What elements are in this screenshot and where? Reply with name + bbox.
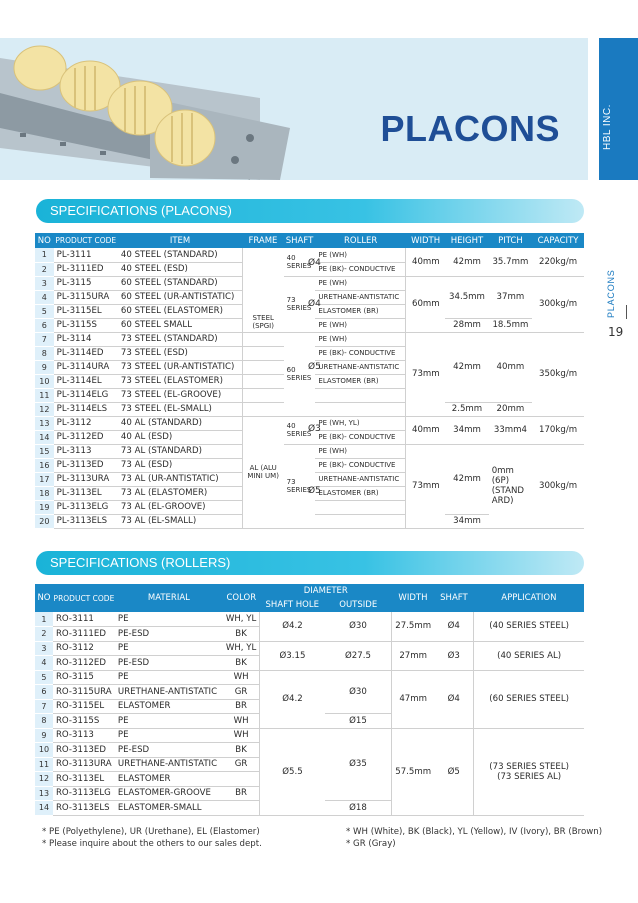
col-product-code: PRODUCT CODE xyxy=(54,233,118,248)
outside: Ø30 xyxy=(325,612,392,641)
item: 73 AL (ESD) xyxy=(118,458,242,472)
product-code: PL-3115EL xyxy=(54,304,118,318)
rollers-spec-table xyxy=(35,584,584,816)
color: GR xyxy=(223,757,260,772)
color: BK xyxy=(223,627,260,642)
item: 60 STEEL (UR-ANTISTATIC) xyxy=(118,290,242,304)
color: BK xyxy=(223,656,260,671)
shaft: Ø4 xyxy=(434,670,474,728)
note-materials: * PE (Polyethylene), UR (Urethane), EL (Elastomer) xyxy=(42,827,260,837)
table-row xyxy=(35,276,584,290)
pitch: 18.5mm xyxy=(489,318,532,332)
width: 27mm xyxy=(392,641,434,670)
row-no: 15 xyxy=(35,444,54,458)
row-no: 6 xyxy=(35,685,53,700)
product-code: PL-3114EL xyxy=(54,374,118,388)
item: 40 AL (ESD) xyxy=(118,430,242,444)
product-code: PL-3115 xyxy=(54,276,118,290)
material: ELASTOMER xyxy=(115,772,223,787)
product-code: RO-3113ELS xyxy=(53,801,115,816)
frame-steel xyxy=(242,248,283,332)
material: ELASTOMER-SMALL xyxy=(115,801,223,816)
section-side-label: PLACONS xyxy=(606,269,616,318)
outside: Ø18 xyxy=(325,801,392,816)
row-no: 11 xyxy=(35,388,54,402)
shaft-hole: Ø5.5 xyxy=(260,728,325,815)
material: ELASTOMER-GROOVE xyxy=(115,786,223,801)
item: 60 STEEL SMALL xyxy=(118,318,242,332)
color xyxy=(223,801,260,816)
outside: Ø35 xyxy=(325,728,392,801)
roller: ELASTOMER (BR) xyxy=(315,486,405,500)
col-no: NO xyxy=(35,233,54,248)
row-no: 13 xyxy=(35,786,53,801)
frame-blank xyxy=(242,346,283,360)
row-no: 7 xyxy=(35,332,54,346)
row-no: 8 xyxy=(35,346,54,360)
col-no: NO xyxy=(35,584,53,612)
roller: PE (BK)- CONDUCTIVE xyxy=(315,458,405,472)
col-frame: FRAME xyxy=(242,233,283,248)
product-code: RO-3112ED xyxy=(53,656,115,671)
row-no: 14 xyxy=(35,801,53,816)
product-code: RO-3115S xyxy=(53,714,115,729)
series-40: 40 SERIES xyxy=(284,248,316,276)
capacity: 220kg/m xyxy=(532,248,584,276)
application: (40 SERIES AL) xyxy=(474,641,584,670)
product-code: PL-3114 xyxy=(54,332,118,346)
color: WH, YL xyxy=(223,612,260,627)
height: 42mm xyxy=(445,332,488,402)
outside: Ø30 xyxy=(325,670,392,714)
row-no: 8 xyxy=(35,714,53,729)
frame-blank xyxy=(242,388,283,402)
pitch: 33mm4 xyxy=(489,416,532,444)
product-code: PL-3114ELS xyxy=(54,402,118,416)
item: 73 STEEL (EL-GROOVE) xyxy=(118,388,242,402)
shaft-hole: Ø3.15 xyxy=(260,641,325,670)
outside: Ø15 xyxy=(325,714,392,729)
note-gray: * GR (Gray) xyxy=(346,839,396,849)
side-divider xyxy=(626,305,627,319)
product-code: RO-3111ED xyxy=(53,627,115,642)
material: PE-ESD xyxy=(115,656,223,671)
material: PE xyxy=(115,714,223,729)
frame-blank xyxy=(242,374,283,388)
product-code: RO-3115 xyxy=(53,670,115,685)
table-row xyxy=(35,332,584,346)
table-row xyxy=(35,444,584,458)
product-code: PL-3115URA xyxy=(54,290,118,304)
item: 60 STEEL (ELASTOMER) xyxy=(118,304,242,318)
product-code: PL-3113ED xyxy=(54,458,118,472)
series-73-al-label: 73 SERIES xyxy=(286,478,312,494)
application: (73 SERIES STEEL) (73 SERIES AL) xyxy=(474,728,584,815)
roller: PE (WH) xyxy=(315,444,405,458)
col-shaft: SHAFT xyxy=(434,584,474,612)
item: 73 AL (STANDARD) xyxy=(118,444,242,458)
shaft-value: Ø5 xyxy=(308,362,321,372)
product-code: RO-3112 xyxy=(53,641,115,656)
row-no: 4 xyxy=(35,290,54,304)
product-code: PL-3114ED xyxy=(54,346,118,360)
col-color: COLOR xyxy=(223,584,260,612)
color: WH xyxy=(223,714,260,729)
pitch: 20mm xyxy=(489,402,532,416)
section-placons-title: SPECIFICATIONS (PLACONS) xyxy=(36,199,584,223)
product-code: RO-3111 xyxy=(53,612,115,627)
capacity: 300kg/m xyxy=(532,444,584,528)
roller xyxy=(315,402,405,416)
product-code: RO-3113URA xyxy=(53,757,115,772)
width: 60mm xyxy=(406,276,445,332)
header-banner xyxy=(0,38,588,180)
table-row xyxy=(35,612,584,627)
item: 73 AL (UR-ANTISTATIC) xyxy=(118,472,242,486)
row-no: 10 xyxy=(35,743,53,758)
frame-blank xyxy=(242,360,283,374)
col-application: APPLICATION xyxy=(474,584,584,612)
width: 57.5mm xyxy=(392,728,434,815)
row-no: 10 xyxy=(35,374,54,388)
row-no: 7 xyxy=(35,699,53,714)
product-code: PL-3113URA xyxy=(54,472,118,486)
product-code: PL-3112ED xyxy=(54,430,118,444)
placons-spec-table xyxy=(35,233,584,529)
height: 34.5mm xyxy=(445,276,488,318)
height: 28mm xyxy=(445,318,488,332)
roller: PE (WH) xyxy=(315,276,405,290)
roller: PE (BK)- CONDUCTIVE xyxy=(315,430,405,444)
placon-product-image xyxy=(0,38,300,180)
material: URETHANE-ANTISTATIC xyxy=(115,685,223,700)
material: PE xyxy=(115,641,223,656)
material: PE xyxy=(115,612,223,627)
row-no: 5 xyxy=(35,304,54,318)
material: URETHANE-ANTISTATIC xyxy=(115,757,223,772)
frame-al-text: AL (ALU MINI UM) xyxy=(247,464,279,480)
row-no: 2 xyxy=(35,262,54,276)
row-no: 13 xyxy=(35,416,54,430)
height: 34mm xyxy=(445,416,488,444)
roller: PE (WH) xyxy=(315,332,405,346)
material: PE xyxy=(115,670,223,685)
application: (60 SERIES STEEL) xyxy=(474,670,584,728)
material: PE-ESD xyxy=(115,743,223,758)
roller xyxy=(315,388,405,402)
height: 42mm xyxy=(445,444,488,514)
col-pitch: PITCH xyxy=(489,233,532,248)
product-code: PL-3115S xyxy=(54,318,118,332)
shaft-value: Ø4 xyxy=(308,299,321,309)
col-roller: ROLLER xyxy=(315,233,405,248)
table-header-row xyxy=(35,233,584,248)
shaft-hole: Ø4.2 xyxy=(260,670,325,728)
roller: ELASTOMER (BR) xyxy=(315,304,405,318)
row-no: 19 xyxy=(35,500,54,514)
item: 73 STEEL (ESD) xyxy=(118,346,242,360)
color: BR xyxy=(223,786,260,801)
shaft: Ø5 xyxy=(434,728,474,815)
shaft-hole: Ø4.2 xyxy=(260,612,325,641)
roller xyxy=(315,500,405,514)
color: BK xyxy=(223,743,260,758)
table-header-row xyxy=(35,584,584,598)
page-title: PLACONS xyxy=(380,108,560,149)
color xyxy=(223,772,260,787)
series-73-label: 73 SERIES xyxy=(286,296,312,312)
item: 73 STEEL (STANDARD) xyxy=(118,332,242,346)
product-code: RO-3115URA xyxy=(53,685,115,700)
table-row xyxy=(35,728,584,743)
col-height: HEIGHT xyxy=(445,233,488,248)
application: (40 SERIES STEEL) xyxy=(474,612,584,641)
product-code: PL-3113ELS xyxy=(54,514,118,528)
col-outside: OUTSIDE xyxy=(325,598,392,612)
item: 73 STEEL (UR-ANTISTATIC) xyxy=(118,360,242,374)
row-no: 16 xyxy=(35,458,54,472)
frame-steel-text: STEEL (SPGI) xyxy=(252,313,274,330)
frame-blank xyxy=(242,332,283,346)
row-no: 4 xyxy=(35,656,53,671)
row-no: 9 xyxy=(35,728,53,743)
color: GR xyxy=(223,685,260,700)
roller: PE (BK)- CONDUCTIVE xyxy=(315,262,405,276)
pitch: 40mm xyxy=(489,332,532,402)
shaft: Ø4 xyxy=(434,612,474,641)
pitch: 0mm (6P) (STAND ARD) xyxy=(489,444,532,528)
item: 40 STEEL (ESD) xyxy=(118,262,242,276)
row-no: 1 xyxy=(35,248,54,262)
product-code: RO-3115EL xyxy=(53,699,115,714)
roller: URETHANE-ANTISTATIC xyxy=(315,472,405,486)
material: PE xyxy=(115,728,223,743)
company-side-bar xyxy=(599,38,638,180)
width: 73mm xyxy=(406,444,445,528)
product-code: RO-3113EL xyxy=(53,772,115,787)
note-colors: * WH (White), BK (Black), YL (Yellow), IV (Ivory), BR (Brown) xyxy=(346,827,603,837)
series-60-label: 60 SERIES xyxy=(286,366,312,382)
capacity: 170kg/m xyxy=(532,416,584,444)
width: 40mm xyxy=(406,248,445,276)
capacity: 300kg/m xyxy=(532,276,584,332)
item: 60 STEEL (STANDARD) xyxy=(118,276,242,290)
section-rollers-title: SPECIFICATIONS (ROLLERS) xyxy=(36,551,584,575)
product-code: RO-3113 xyxy=(53,728,115,743)
shaft-value: Ø5 xyxy=(308,486,321,496)
page-number: 19 xyxy=(608,325,624,339)
product-code: PL-3113ELG xyxy=(54,500,118,514)
col-capacity: CAPACITY xyxy=(532,233,584,248)
width: 47mm xyxy=(392,670,434,728)
notes-left xyxy=(42,826,262,850)
height: 34mm xyxy=(445,514,488,528)
roller: PE (BK)- CONDUCTIVE xyxy=(315,346,405,360)
row-no: 12 xyxy=(35,772,53,787)
color: WH xyxy=(223,728,260,743)
series-40-al-label: 40 SERIES xyxy=(286,422,312,438)
shaft-value: Ø3 xyxy=(308,424,321,434)
shaft: Ø3 xyxy=(434,641,474,670)
roller: URETHANE-ANTISTATIC xyxy=(315,360,405,374)
roller: PE (WH) xyxy=(315,248,405,262)
item: 40 AL (STANDARD) xyxy=(118,416,242,430)
height: 42mm xyxy=(445,248,488,276)
table-row xyxy=(35,670,584,685)
pitch: 35.7mm xyxy=(489,248,532,276)
col-material: MATERIAL xyxy=(115,584,223,612)
item: 73 STEEL (ELASTOMER) xyxy=(118,374,242,388)
row-no: 1 xyxy=(35,612,53,627)
roller: PE (WH) xyxy=(315,318,405,332)
item: 73 AL (EL-SMALL) xyxy=(118,514,242,528)
product-code: RO-3113ELG xyxy=(53,786,115,801)
row-no: 18 xyxy=(35,486,54,500)
roller xyxy=(315,514,405,528)
color: BR xyxy=(223,699,260,714)
frame-al xyxy=(242,416,283,528)
notes-right xyxy=(346,826,602,850)
capacity: 350kg/m xyxy=(532,332,584,416)
col-width: WIDTH xyxy=(392,584,434,612)
product-code: PL-3111ED xyxy=(54,262,118,276)
product-code: PL-3113 xyxy=(54,444,118,458)
roller: ELASTOMER (BR) xyxy=(315,374,405,388)
row-no: 12 xyxy=(35,402,54,416)
frame-blank xyxy=(242,402,283,416)
series-60 xyxy=(284,332,316,416)
row-no: 3 xyxy=(35,641,53,656)
row-no: 5 xyxy=(35,670,53,685)
item: 40 STEEL (STANDARD) xyxy=(118,248,242,262)
row-no: 6 xyxy=(35,318,54,332)
item: 73 AL (ELASTOMER) xyxy=(118,486,242,500)
product-code: PL-3111 xyxy=(54,248,118,262)
product-code: PL-3114URA xyxy=(54,360,118,374)
row-no: 11 xyxy=(35,757,53,772)
col-shaft: SHAFT xyxy=(284,233,316,248)
company-name: HBL INC. xyxy=(602,104,613,150)
col-product-code: PRODUCT CODE xyxy=(53,584,115,612)
width: 27.5mm xyxy=(392,612,434,641)
roller: URETHANE-ANTISTATIC xyxy=(315,290,405,304)
product-code: PL-3114ELG xyxy=(54,388,118,402)
color: WH, YL xyxy=(223,641,260,656)
product-code: RO-3113ED xyxy=(53,743,115,758)
row-no: 2 xyxy=(35,627,53,642)
row-no: 3 xyxy=(35,276,54,290)
row-no: 17 xyxy=(35,472,54,486)
shaft-value: Ø4 xyxy=(308,258,321,268)
note-inquire: * Please inquire about the others to our sales dept. xyxy=(42,839,262,849)
col-shaft-hole: SHAFT HOLE xyxy=(260,598,325,612)
roller: PE (WH, YL) xyxy=(315,416,405,430)
outside: Ø27.5 xyxy=(325,641,392,670)
material: ELASTOMER xyxy=(115,699,223,714)
col-diameter: DIAMETER xyxy=(260,584,392,598)
col-item: ITEM xyxy=(118,233,242,248)
material: PE-ESD xyxy=(115,627,223,642)
row-no: 20 xyxy=(35,514,54,528)
item: 73 STEEL (EL-SMALL) xyxy=(118,402,242,416)
row-no: 14 xyxy=(35,430,54,444)
width: 40mm xyxy=(406,416,445,444)
item: 73 AL (EL-GROOVE) xyxy=(118,500,242,514)
col-width: WIDTH xyxy=(406,233,445,248)
table-row xyxy=(35,641,584,656)
pitch: 37mm xyxy=(489,276,532,318)
row-no: 9 xyxy=(35,360,54,374)
height: 2.5mm xyxy=(445,402,488,416)
width: 73mm xyxy=(406,332,445,416)
color: WH xyxy=(223,670,260,685)
product-code: PL-3113EL xyxy=(54,486,118,500)
product-code: PL-3112 xyxy=(54,416,118,430)
